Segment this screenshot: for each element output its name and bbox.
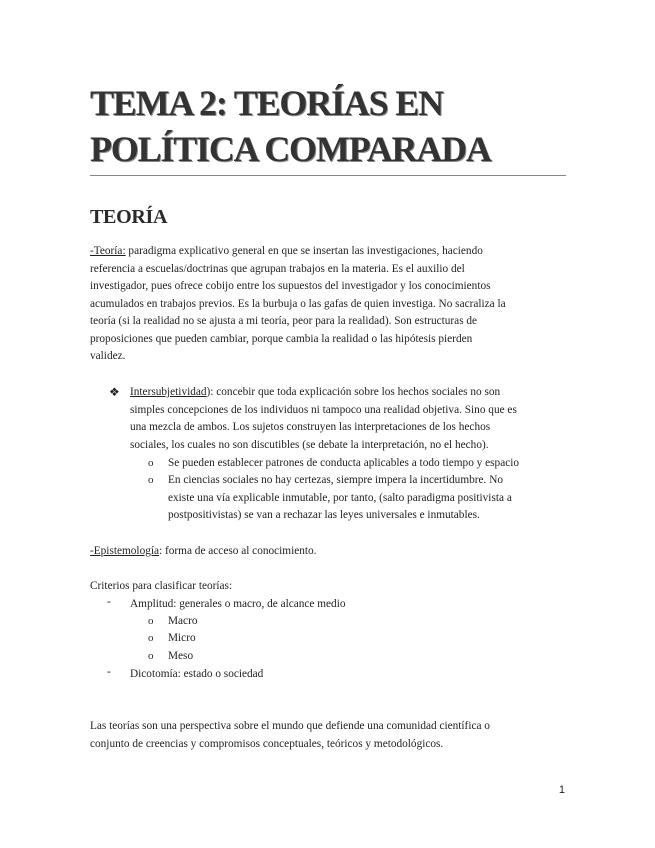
epistemologia-term: -Epistemología [90,545,160,557]
criterios-intro: Criterios para clasificar teorías: [90,580,233,592]
sub-bullet-marker: o [148,474,154,486]
intersubjetividad-line-4: sociales, los cuales no son discutibles (se debate la interpretación, no el hecho). [130,439,489,451]
epistemologia-text: : forma de acceso al conocimiento. [159,545,317,557]
teoria-line-1 [90,243,483,261]
teoria-line-6: proposiciones que pueden cambiar, porque cambia la realidad o las hipótesis pierden [90,333,473,345]
criterio-amplitud: Amplitud: generales o macro, de alcance medio [130,598,346,610]
section-heading: TEORÍA [90,206,168,228]
sub-item-2-line-1: En ciencias sociales no hay certezas, siempre impera la incertidumbre. No [168,474,504,486]
intersubjetividad-term: Intersubjetividad [130,386,207,398]
sub-item-2-line-2: existe una vía explicable inmutable, por tanto, (salto paradigma positivista a [168,492,512,504]
sub-item-2-line-3: postpositivistas) se van a rechazar las leyes universales e inmutables. [168,509,480,521]
sub-item-1-line-1: Se pueden establecer patrones de conducta aplicables a todo tiempo y espacio [168,457,520,469]
teoria-line-7: validez. [90,350,126,362]
teoria-term: -Teoría: [90,245,126,257]
sub-bullet-marker: o [148,650,154,662]
teoria-line-5: teoría (si la realidad no se ajusta a mi teoría, peor para la realidad). Son estructuras de [90,315,478,327]
sub-bullet-marker: o [148,632,154,644]
teoria-line-3: investigador, pues ofrece cobijo entre los supuestos del investigador y los conocimientos [90,280,491,292]
criterio-dicotomia: Dicotomía: estado o sociedad [130,668,264,680]
closing-line-2: conjunto de creencias y compromisos conceptuales, teóricos y metodológicos. [90,738,444,750]
teoria-line-2: referencia a escuelas/doctrinas que agrupan trabajos en la materia. Es el auxilio del [90,263,465,275]
intersubjetividad-line-1-text: ): concebir que toda explicación sobre los hechos sociales no son [206,386,501,398]
teoria-line-1-text: paradigma explicativo general en que se insertan las investigaciones, haciendo [125,245,483,257]
epistemologia-line [90,543,317,561]
sub-bullet-marker: o [148,457,154,469]
intersubjetividad-line-3: una mezcla de ambos. Los sujetos construyen las interpretaciones de los hechos [130,421,491,433]
page-title-line-2: POLÍTICA COMPARADA [90,129,491,169]
criterio-sub-micro: Micro [168,632,196,644]
closing-line-1: Las teorías son una perspectiva sobre el mundo que defiende una comunidad científica o [90,720,490,732]
diamond-bullet-icon: ❖ [109,385,120,399]
criterio-sub-meso: Meso [168,650,194,662]
teoria-line-4: acumulados en trabajos previos. Es la burbuja o las gafas de quien investiga. No sacraliza la [90,298,506,310]
title-divider [90,175,566,176]
page-title-line-1: TEMA 2: TEORÍAS EN [90,83,443,123]
page-number: 1 [558,784,565,796]
intersubjetividad-line-2: simples concepciones de los individuos ni tampoco una realidad objetiva. Sino que es [130,404,517,416]
criterio-sub-macro: Macro [168,615,198,627]
intersubjetividad-line-1 [130,384,500,402]
dash-marker: - [107,666,111,678]
sub-bullet-marker: o [148,615,154,627]
dash-marker: - [107,596,111,608]
